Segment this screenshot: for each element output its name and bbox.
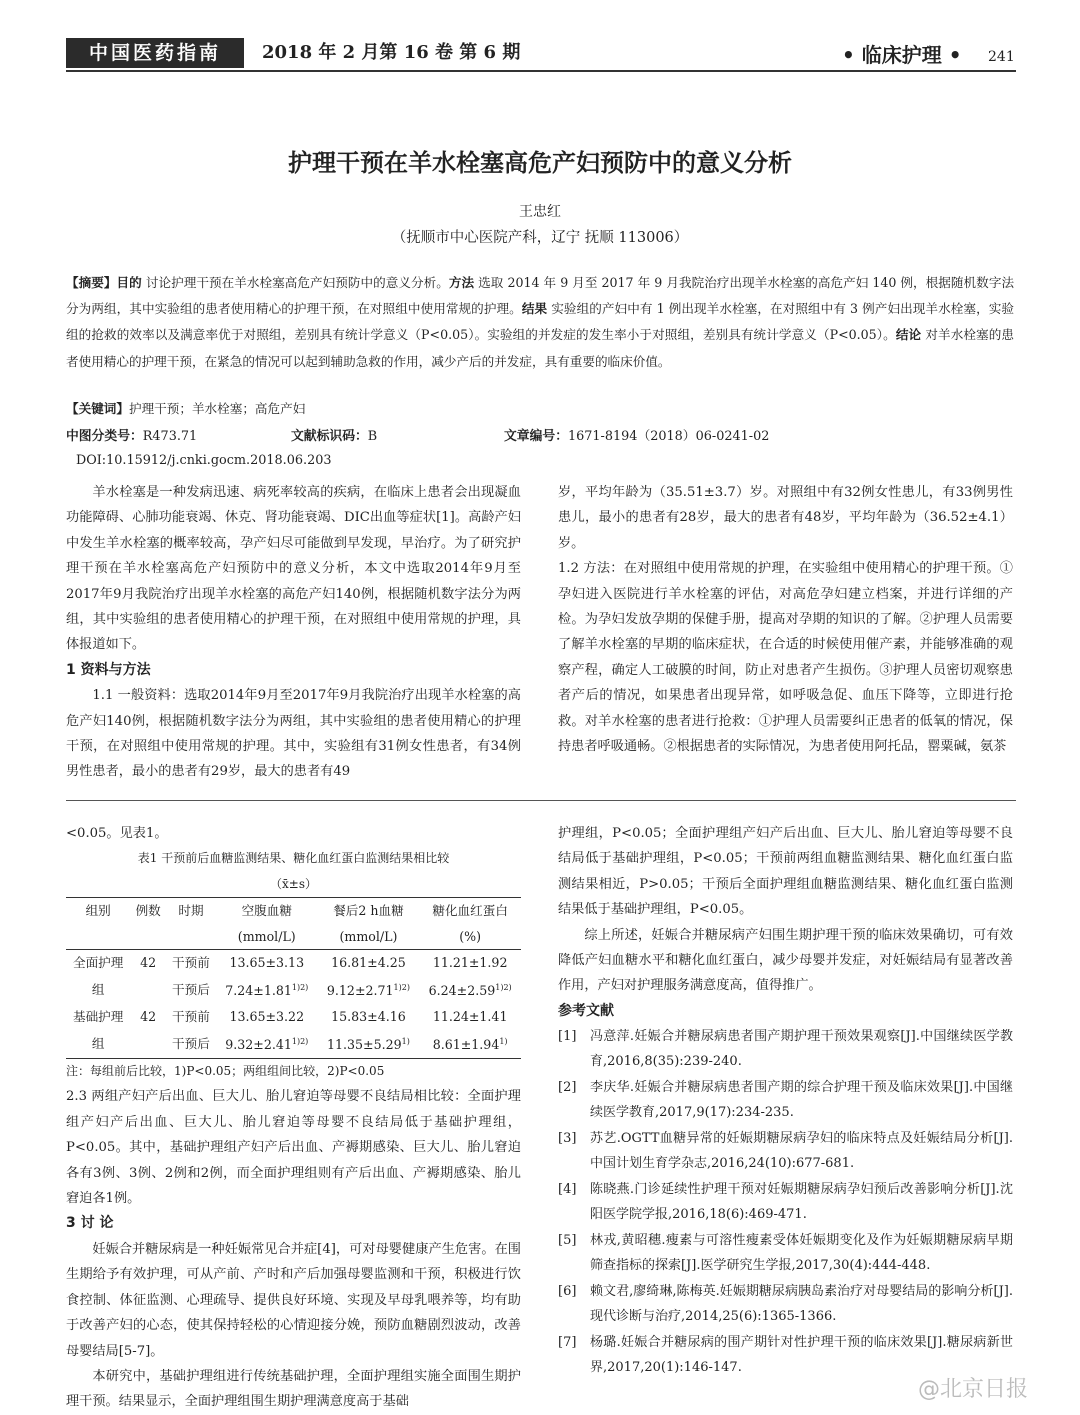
cell-hba1c: 11.24±1.41 <box>432 1009 508 1025</box>
cell-n <box>130 1029 166 1058</box>
table-row <box>66 1004 521 1029</box>
results-continued: 护理组，P<0.05；全面护理组产妇产后出血、巨大儿、胎儿窘迫等母婴不良结局低于基础护理组，P<0.05；干预前两组血糖监测结果、糖化血红蛋白监测结果相近，P>0.05；干预后全面护理组血糖监测结果、糖化血红蛋白监测结果低于基础护理组，P<0.05。 <box>558 826 1013 918</box>
table-title: 表1 干预前后血糖监测结果、糖化血红蛋白监测结果相比较 <box>137 851 450 866</box>
article-no-value: 1671-8194（2018）06-0241-02 <box>567 429 770 444</box>
unit-postprandial: (mmol/L) <box>318 924 420 950</box>
page-divider <box>66 800 1016 801</box>
keywords <box>66 398 1014 417</box>
table-unit: （x̄±s） <box>270 876 317 891</box>
table-unit-row <box>66 924 521 950</box>
cell-fasting: 13.65±3.22 <box>229 1009 305 1025</box>
upper-right-column <box>558 480 1013 759</box>
lower-left-column <box>66 821 521 1415</box>
cell-period: 干预前 <box>172 955 210 971</box>
cell-period: 干预前 <box>172 1009 210 1025</box>
abstract-method-label: 方法 <box>448 275 475 290</box>
unit-fasting: (mmol/L) <box>216 924 318 950</box>
clc-label: 中图分类号： <box>66 429 143 444</box>
cell-fasting: 13.65±3.13 <box>229 955 305 971</box>
journal-name: 中国医药指南 <box>66 38 244 68</box>
affiliation: （抚顺市中心医院产科，辽宁 抚顺 113006） <box>391 230 689 246</box>
reference-list <box>558 1024 1013 1380</box>
conclusion-paragraph: 综上所述，妊娠合并糖尿病产妇围生期护理干预的临床效果确切，可有效降低产妇血糖水平和糖化血红蛋白，减少母婴并发症，对妊娠结局有显著改善作用，产妇对护理服务满意度高，值得推广。 <box>558 927 1013 994</box>
table-header-row <box>66 898 521 924</box>
upper-left-column <box>66 480 521 785</box>
paragraph-1-1: 1.1 一般资料：选取2014年9月至2017年9月我院治疗出现羊水栓塞的高危产妇140例，根据随机数字法分为两组，其中实验组的患者使用精心的护理干预，在对照组中使用常规的护理。其中，实验组有31例女性患者，有34例男性患者，最小的患者有29岁，最大的患者有49 <box>66 688 521 780</box>
lower-right-column <box>558 821 1013 1381</box>
abstract-result-label: 结果 <box>521 301 548 317</box>
cell-hba1c: 11.21±1.92 <box>432 955 508 971</box>
cell-group: 组 <box>91 982 105 998</box>
cell-n: 42 <box>140 1009 157 1025</box>
abstract-objective-label: 目的 <box>116 275 142 290</box>
continued-line: <0.05。见表1。 <box>66 826 168 841</box>
author: 王忠红 <box>519 204 561 220</box>
table-row <box>66 1029 521 1058</box>
reference-item: [6] 赖文君,廖绮琳,陈梅英.妊娠期糖尿病胰岛素治疗对母婴结局的影响分析[J].现代诊断与治疗,2014,25(6):1365-1366. <box>558 1284 1013 1325</box>
clc-value: R473.71 <box>142 429 198 444</box>
cell-hba1c: $6.24\pm 2.59^{1)2)}$ <box>428 983 512 999</box>
cell-postprandial: $11.35\pm 5.29^{1)}$ <box>318 1029 420 1058</box>
data-table <box>66 897 521 1059</box>
header-hba1c: 糖化血红蛋白 <box>419 898 521 924</box>
cell-fasting: $9.32\pm 2.41^{1)2)}$ <box>216 1029 318 1058</box>
reference-item: [3] 苏艺.OGTT血糖异常的妊娠期糖尿病孕妇的临床特点及妊娠结局分析[J].中国计划生育学杂志,2016,24(10):677-681. <box>558 1131 1013 1172</box>
masthead-rule <box>66 70 1016 72</box>
paragraph-continued: 岁，平均年龄为（35.51±3.7）岁。对照组中有32例女性患儿，有33例男性患儿，最小的患者有28岁，最大的患者有48岁，平均年龄为（36.52±4.1）岁。 <box>558 485 1013 551</box>
document-code <box>291 425 377 444</box>
section-label: • 临床护理 • <box>842 43 962 67</box>
doc-code-label: 文献标识码： <box>291 429 368 444</box>
reference-item: [2] 李庆华.妊娠合并糖尿病患者围产期的综合护理干预及临床效果[J].中国继续医学教育,2017,9(17):234-235. <box>558 1080 1013 1121</box>
keywords-label: 【关键词】 <box>66 401 129 416</box>
clc-number <box>66 425 197 444</box>
watermark: @北京日报 <box>918 1377 1029 1402</box>
cell-postprandial: $9.12\pm 2.71^{1)2)}$ <box>326 983 410 999</box>
journal-masthead <box>66 38 1016 68</box>
header-group: 组别 <box>66 898 130 924</box>
cell-n <box>130 975 166 1004</box>
article-no-label: 文章编号： <box>504 429 568 444</box>
unit-hba1c: (%) <box>419 924 521 950</box>
cell-group: 组 <box>66 1029 130 1058</box>
table-row <box>66 975 521 1004</box>
abstract-result: 实验组的产妇中有 1 例出现羊水栓塞，在对照组中有 3 例产妇出现羊水栓塞，实验组的抢救的效率以及满意率优于对照组，差别具有统计学意义（P<0.05）。实验组的并发症的发生率小于对照组，差别具有统计学意义（P<0.05）。 <box>66 301 1015 343</box>
cell-fasting: $7.24\pm 1.81^{1)2)}$ <box>225 983 309 999</box>
section-heading-methods: 1 资料与方法 <box>66 661 151 678</box>
abstract-objective: 讨论护理干预在羊水栓塞高危产妇预防中的意义分析。 <box>145 275 449 290</box>
doi: DOI:10.15912/j.cnki.gocm.2018.06.203 <box>76 453 332 468</box>
cell-period: 干预后 <box>166 1029 216 1058</box>
intro-paragraph: 羊水栓塞是一种发病迅速、病死率较高的疾病，在临床上患者会出现凝血功能障碍、心肺功能衰竭、休克、肾功能衰竭、DIC出血等症状[1]。高龄产妇中发生羊水栓塞的概率较高，孕产妇尽可能做到早发现，早治疗。为了研究护理干预在羊水栓塞高危产妇预防中的意义分析，本文中选取2014年9月至2017年9月我院治疗出现羊水栓塞的高危产妇140例，根据随机数字法分为两组，其中实验组的患者使用精心的护理干预，在对照组中使用常规的护理，具体报道如下。 <box>66 485 521 653</box>
header-n: 例数 <box>130 898 166 924</box>
reference-item: [7] 杨璐.妊娠合并糖尿病的围产期针对性护理干预的临床效果[J].糖尿病新世界,2017,20(1):146-147. <box>558 1335 1013 1376</box>
article-number <box>504 425 769 444</box>
discussion-paragraph-1: 妊娠合并糖尿病是一种妊娠常见合并症[4]，可对母婴健康产生危害。在围生期给予有效护理，可从产前、产时和产后加强母婴监测和干预，积极进行饮食控制、体征监测、心理疏导、提供良好环境、实现及早母乳喂养等，均有助于改善产妇的心态，使其保持轻松的心情迎接分娩，预防血糖剧烈波动，改善母婴结局[5-7]。 <box>66 1241 521 1359</box>
abstract-label: 【摘要】 <box>66 275 117 290</box>
cell-n: 42 <box>140 955 157 971</box>
table-note: 注：每组前后比较，1)P<0.05；两组组间比较，2)P<0.05 <box>66 1064 385 1079</box>
paragraph-1-2: 1.2 方法：在对照组中使用常规的护理，在实验组中使用精心的护理干预。①孕妇进入医院进行羊水栓塞的评估，对高危孕妇建立档案，并进行详细的产检。为孕妇发放孕期的保健手册，提高对孕期的知识的了解。②护理人员需要了解羊水栓塞的早期的临床症状，在合适的时候使用催产素，并能够准确的观察产程，确定人工破膜的时间，防止对患者产生损伤。③护理人员密切观察患者产后的情况，如果患者出现异常，如呼吸急促、血压下降等，立即进行抢救。对羊水栓塞的患者进行抢救：①护理人员需要纠正患者的低氧的情况，保持患者呼吸通畅。②根据患者的实际情况，为患者使用阿托品，罂粟碱，氨茶 <box>558 561 1013 755</box>
cell-postprandial: 15.83±4.16 <box>331 1009 406 1025</box>
keywords-text: 护理干预；羊水栓塞；高危产妇 <box>128 401 306 416</box>
abstract-conclusion: 对羊水栓塞的患者使用精心的护理干预，在紧急的情况可以起到辅助急救的作用，减少产后的并发症，具有重要的临床价值。 <box>66 327 1015 369</box>
cell-group: 基础护理 <box>72 1009 124 1025</box>
header-fasting: 空腹血糖 <box>216 898 318 924</box>
cell-period: 干预后 <box>172 982 210 998</box>
cell-postprandial: 16.81±4.25 <box>331 955 406 971</box>
header-postprandial: 餐后2 h血糖 <box>318 898 420 924</box>
abstract <box>66 270 1014 375</box>
discussion-paragraph-2: 本研究中，基础护理组进行传统基础护理，全面护理组实施全面围生期护理干预。结果显示，全面护理组围生期护理满意度高于基础 <box>66 1368 521 1410</box>
cell-group: 全面护理 <box>72 955 124 971</box>
header-period: 时期 <box>166 898 216 924</box>
table-row <box>66 950 521 976</box>
reference-item: [1] 冯意萍.妊娠合并糖尿病患者围产期护理干预效果观察[J].中国继续医学教育,2016,8(35):239-240. <box>558 1029 1013 1070</box>
section-heading-discussion: 3 讨 论 <box>66 1215 114 1232</box>
doc-code-value: B <box>367 429 378 444</box>
references-heading: 参考文献 <box>558 1002 614 1019</box>
issue-info: 2018 年 2 月第 16 卷 第 6 期 <box>262 42 521 63</box>
article-title: 护理干预在羊水栓塞高危产妇预防中的意义分析 <box>288 149 792 177</box>
reference-item: [5] 林戎,黄昭穗.瘦素与可溶性瘦素受体妊娠期变化及作为妊娠期糖尿病早期筛查指标的探索[J].医学研究生学报,2017,30(4):444-448. <box>558 1233 1013 1274</box>
cell-hba1c: $8.61\pm 1.94^{1)}$ <box>419 1029 521 1058</box>
abstract-method: 选取 2014 年 9 月至 2017 年 9 月我院治疗出现羊水栓塞的高危产妇 140 例，根据随机数字法分为两组，其中实验组的患者使用精心的护理干预，在对照组中使用常规的护理。 <box>66 275 1015 317</box>
reference-item: [4] 陈晓燕.门诊延续性护理干预对妊娠期糖尿病孕妇预后改善影响分析[J].沈阳医学院学报,2016,18(6):469-471. <box>558 1182 1013 1223</box>
page-number: 241 <box>988 49 1015 65</box>
abstract-conclusion-label: 结论 <box>895 327 922 343</box>
paragraph-2-3: 2.3 两组产妇产后出血、巨大儿、胎儿窘迫等母婴不良结局相比较：全面护理组产妇产后出血、巨大儿、胎儿窘迫等母婴不良结局低于基础护理组，P<0.05。其中，基础护理组产妇产后出血、产褥期感染、巨大儿、胎儿窘迫各有3例、3例、2例和2例，而全面护理组则有产后出血、产褥期感染、胎儿窘迫各1例。 <box>66 1089 521 1207</box>
